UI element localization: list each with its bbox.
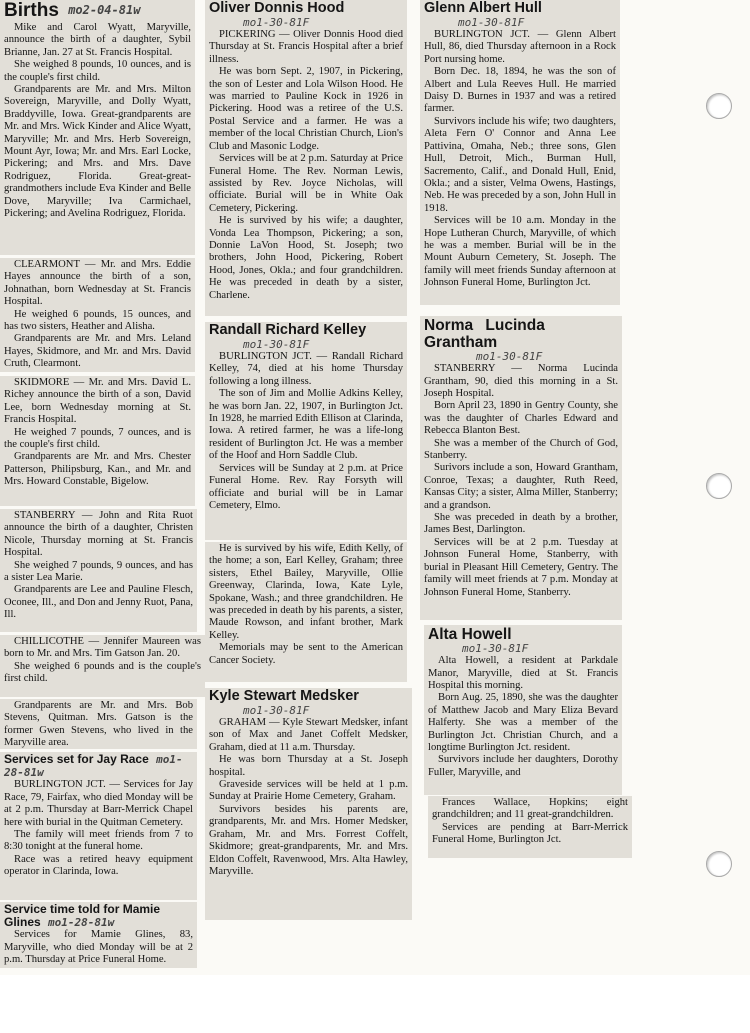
howell-continued-clipping — [428, 796, 632, 858]
chillicothe-birth-clipping — [0, 635, 205, 697]
hood-heading: Oliver Donnis Hood — [209, 0, 345, 16]
handwritten-date-note: mo1-28-81w — [48, 915, 115, 929]
obituary-paragraph: The family will meet friends from 7 to 8:30 tonight at the funeral home. — [4, 829, 193, 853]
obituary-paragraph: Memorials may be sent to the American Cancer Society. — [209, 642, 403, 666]
obituary-paragraph: She was preceded in death by a brother, James Best, Darlington. — [424, 512, 618, 536]
stanberry-birth-clipping — [0, 509, 197, 632]
medsker-obituary-clipping — [205, 688, 412, 920]
birth-paragraph: He weighed 6 pounds, 15 ounces, and has two sisters, Heather and Alisha. — [4, 308, 191, 333]
birth-paragraph: SKIDMORE — Mr. and Mrs. David L. Richey announce the birth of a son, David Lee, born Wednesday morning at St. Francis Hospital. — [4, 377, 191, 426]
handwritten-date-note: mo2-04-81w — [68, 3, 141, 18]
kelley-heading: Randall Richard Kelley — [209, 322, 367, 338]
obituary-paragraph: Born April 23, 1890 in Gentry County, she was the daughter of Charles Edward and Rebecca Blanton Best. — [424, 400, 618, 437]
obituary-paragraph: He was born Thursday at a St. Joseph hospital. — [209, 754, 408, 778]
grantham-obituary-clipping — [420, 316, 622, 620]
jay-race-clipping — [0, 752, 197, 900]
obituary-paragraph: Alta Howell, a resident at Parkdale Manor, Maryville, died at St. Francis Hospital this morning. — [428, 655, 618, 691]
obituary-paragraph: GRAHAM — Kyle Stewart Medsker, infant son of Max and Janet Coffelt Medsker, Graham, died at 11 a.m. Thursday. — [209, 717, 408, 753]
births-clipping — [0, 0, 195, 255]
kelley-obituary-clipping — [205, 322, 407, 540]
obituary-paragraph: Survivors include his wife; two daughters, Aleta Fern O' Connor and Anna Lee Pattivina, Omaha, Neb.; three sons, Glen Hull, Detroit, Mich., Burman Hull, Sacremento, Calif., and Donald Hull, Enid, Okla.; and a sister, Velma Owens, Hastings, Neb. He was preceded by a son, John Hull in 1918. — [424, 115, 616, 214]
clearmont-birth-clipping — [0, 258, 195, 372]
hull-heading: Glenn Albert Hull — [424, 0, 542, 16]
handwritten-date-note: mo1-30-81F — [458, 15, 525, 29]
handwritten-date-note: mo1-30-81F — [243, 337, 310, 351]
howell-obituary-clipping — [424, 625, 622, 795]
birth-paragraph: She weighed 6 pounds and is the couple's first child. — [4, 660, 201, 685]
birth-paragraph: CHILLICOTHE — Jennifer Maureen was born to Mr. and Mrs. Tim Gatson Jan. 20. — [4, 636, 201, 660]
obituary-paragraph: She was a member of the Church of God, Stanberry. — [424, 437, 618, 462]
obituary-paragraph: Graveside services will be held at 1 p.m. Sunday at Prairie Home Cemetery, Graham. — [209, 779, 408, 803]
glines-clipping — [0, 902, 197, 968]
birth-paragraph: CLEARMONT — Mr. and Mrs. Eddie Hayes announce the birth of a son, Johnathan, born Wednesday at St. Francis Hospital. — [4, 259, 191, 308]
obituary-paragraph: Born Dec. 18, 1894, he was the son of Albert and Lula Reeves Hull. He married Daisy D. Burnes in 1937 and was a retired farmer. — [424, 66, 616, 115]
birth-paragraph: Grandparents are Mr. and Mrs. Bob Stevens, Quitman. Mrs. Gatson is the former Gwen Stevens, who lived in the Maryville area. — [4, 700, 193, 749]
howell-heading: Alta Howell — [428, 626, 512, 643]
obituary-paragraph: Frances Wallace, Hopkins; eight grandchildren; and 11 great-grandchildren. — [432, 797, 628, 821]
births-paragraph: Mike and Carol Wyatt, Maryville, announce the birth of a daughter, Sybil Brianne, Jan. 27 at St. Francis Hospital. — [4, 21, 191, 58]
obituary-paragraph: Services are pending at Barr-Merrick Funeral Home, Burlington Jct. — [432, 821, 628, 846]
obituary-paragraph: Services will be Sunday at 2 p.m. at Price Funeral Home. Rev. Ray Forsyth will officiate and burial will be in Lamar Cemetery, Elmo. — [209, 462, 403, 511]
handwritten-date-note: mo1-30-81F — [476, 350, 543, 364]
obituary-paragraph: Survivors include her daughters, Dorothy Fuller, Maryville, and — [428, 754, 618, 778]
births-heading: Births — [4, 0, 59, 21]
hood-obituary-clipping — [205, 0, 407, 316]
obituary-paragraph: Services for Mamie Glines, 83, Maryville, who died Monday will be at 2 p.m. Thursday at Price Funeral Home. — [4, 929, 193, 966]
birth-paragraph: STANBERRY — John and Rita Ruot announce the birth of a daughter, Christen Nicole, Thursday morning at St. Francis Hospital. — [4, 510, 193, 559]
obituary-paragraph: Services will be at 2 p.m. Saturday at Price Funeral Home. The Rev. Norman Lewis, assisted by Rev. Joyce Nicholas, will officiate. Burial will be in White Oak Cemetery, Pickering. — [209, 153, 403, 214]
obituary-paragraph: He was born Sept. 2, 1907, in Pickering, the son of Lester and Lola Wilson Hood. He was married to Pauline Kock in 1926 in Pickering. Hood was a retiree of the U.S. Postal Service and a farmer. He was a member of the local Christian Church, Lion's Club and Masonic Lodge. — [209, 66, 403, 152]
handwritten-date-note: mo1-30-81F — [243, 15, 310, 29]
obituary-paragraph: Services will be at 2 p.m. Tuesday at Johnson Funeral Home, Stanberry, with burial in Pleasant Hill Cemetery, Gentry. The family will meet friends at 7 p.m. Monday at Johnson Funeral Home, Stanberry. — [424, 536, 618, 598]
punch-hole — [706, 93, 732, 119]
gatson-grandparents-clipping — [0, 699, 197, 749]
medsker-heading: Kyle Stewart Medsker — [209, 688, 359, 704]
birth-paragraph: Grandparents are Mr. and Mrs. Leland Hayes, Skidmore, and Mr. and Mrs. David Cruth, Clearmont. — [4, 333, 191, 370]
handwritten-date-note: mo1-28-81w — [4, 752, 183, 779]
obituary-paragraph: BURLINGTON JCT. — Services for Jay Race, 79, Fairfax, who died Monday will be at 2 p.m. Thursday at Barr-Merrick Chapel here with burial in the Quitman Cemetery. — [4, 779, 193, 828]
obituary-paragraph: BURLINGTON JCT. — Randall Richard Kelley, 74, died at his home Thursday following a long illness. — [209, 351, 403, 387]
punch-hole — [706, 851, 732, 877]
obituary-paragraph: Race was a retired heavy equipment operator in Clarinda, Iowa. — [4, 853, 193, 878]
birth-paragraph: She weighed 7 pounds, 9 ounces, and has a sister Lea Marie. — [4, 559, 193, 584]
obituary-paragraph: BURLINGTON JCT. — Glenn Albert Hull, 86, died Thursday afternoon in a Rock Port nursing home. — [424, 29, 616, 65]
handwritten-date-note: mo1-30-81F — [462, 642, 529, 656]
obituary-paragraph: He is survived by his wife, Edith Kelly, of the home; a son, Earl Kelley, Graham; three sisters, Ethel Bailey, Maryville, Ollie Greenway, Clarinda, Iowa, Kate Lyle, Spokane, Wash.; and three grandchildren. He was preceded in death by his parents, a sister, Maude Rowson, and infant brother, Mark Kelley. — [209, 543, 403, 641]
kelley-continued-clipping — [205, 542, 407, 682]
jay-race-heading: Services set for Jay Race — [4, 752, 149, 766]
obituary-paragraph: STANBERRY — Norma Lucinda Grantham, 90, died this morning in a St. Joseph Hospital. — [424, 363, 618, 399]
obituary-paragraph: Born Aug. 25, 1890, she was the daughter of Matthew Jacob and Mary Eliza Bevard Halferty. She was a member of the Burlington Jct. Christian Church, and a longtime Burlington Jct. resident. — [428, 692, 618, 753]
birth-paragraph: Grandparents are Mr. and Mrs. Chester Patterson, Philipsburg, Kan., and Mr. and Mrs. Howard Constable, Bigelow. — [4, 451, 191, 488]
handwritten-date-note: mo1-30-81F — [243, 703, 310, 717]
obituary-paragraph: Services will be 10 a.m. Monday in the Hope Lutheran Church, Maryville, of which he was a member. Burial will be in the Mount Auburn Cemetery, St. Joseph. The family will meet friends Sunday afternoon at Johnson Funeral Home, Burlington Jct. — [424, 215, 616, 289]
obituary-paragraph: Surivors include a son, Howard Grantham, Conroe, Texas; a daughter, Ruth Reed, Kansas City; a sister, Alma Miller, Stanberry; and a grandson. — [424, 462, 618, 511]
births-paragraph: Grandparents are Mr. and Mrs. Milton Sovereign, Maryville, and Dolly Wyatt, Braddyville, Iowa. Great-grandparents are Mr. and Mrs. Wick Kinder and Alice Wyatt, Maryville; Mr. and Mrs. Herb Sovereign, Mount Ayr, Iowa; Mr. and Mrs. Earl Locke, Pickering; and Mrs. and Mrs. Dave Rodriguez, Florida. Great-great-grandmothers include Eva Kinder and Belle Dove, Maryville; Iva Carmichael, Pickering; and Avelina Rodriguez, Florida. — [4, 83, 191, 219]
skidmore-birth-clipping — [0, 376, 195, 506]
grantham-heading: Norma Lucinda Grantham — [424, 317, 545, 352]
obituary-paragraph: PICKERING — Oliver Donnis Hood died Thursday at St. Francis Hospital after a brief illness. — [209, 29, 403, 65]
obituary-paragraph: Survivors besides his parents are, grandparents, Mr. and Mrs. Homer Medsker, Graham, Mr. and Mrs. Forrest Coffelt, Skidmore; great-grandparents, Mr. and Mrs. Eldon Coffelt, Ravenwood, Mrs. Alta Hawley, Maryville. — [209, 803, 408, 877]
glines-heading: Service time told for Mamie Glines — [4, 902, 161, 930]
birth-paragraph: He weighed 7 pounds, 7 ounces, and is the couple's first child. — [4, 426, 191, 451]
birth-paragraph: Grandparents are Lee and Pauline Flesch, Oconee, Ill., and Don and Jenny Ruot, Pana, Ill. — [4, 584, 193, 621]
punch-hole — [706, 473, 732, 499]
obituary-paragraph: He is survived by his wife; a daughter, Vonda Lea Thompson, Pickering; a son, Donnie LaVon Hood, St. Joseph; two brothers, John Hood, Pickering, Robert Hood, Jones, Okla.; and four grandchildren. He was preceded in death by a sister, Charlene. — [209, 215, 403, 301]
births-paragraph: She weighed 8 pounds, 10 ounces, and is the couple's first child. — [4, 59, 191, 83]
hull-obituary-clipping — [420, 0, 620, 305]
obituary-paragraph: The son of Jim and Mollie Adkins Kelley, he was born Jan. 22, 1907, in Burlington Jct. In 1928, he married Edith Ellison at Clarinda, Iowa. A retired farmer, he was a life-long resident of Burlington Jct. He was a member of the Hoof and Horn Saddle Club. — [209, 388, 403, 462]
